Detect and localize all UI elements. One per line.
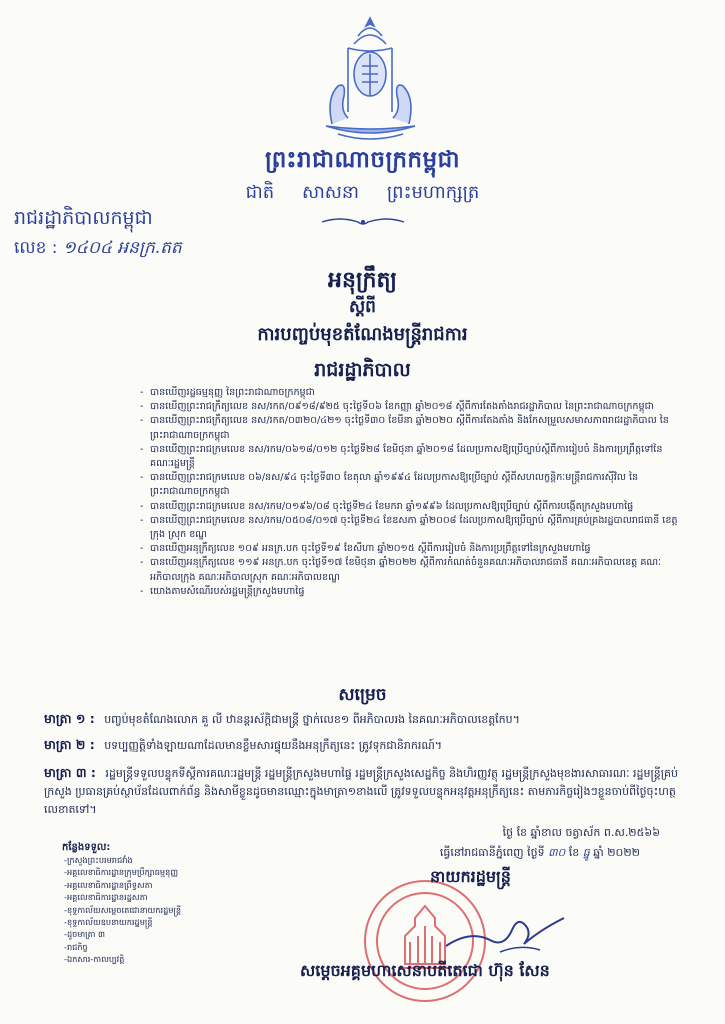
solar-year: ឆ្នាំ ២០២២ xyxy=(593,846,640,859)
motto-king: ព្រះមហាក្សត្រ xyxy=(386,182,480,203)
article-2 xyxy=(44,736,684,755)
reference-item: - បានឃើញរដ្ឋធម្មនុញ្ញ នៃព្រះរាជាណាចក្រកម្ពុជា xyxy=(140,386,680,400)
document-number xyxy=(14,237,182,262)
article-text: បទប្បញ្ញត្តិទាំងឡាយណាដែលមានខ្លឹមសារផ្ទុយនឹងអនុក្រឹត្យនេះ ត្រូវទុកជានិរាករណ៍។ xyxy=(104,739,442,752)
issuing-authority: រាជរដ្ឋាភិបាលកម្ពុជា xyxy=(14,207,153,229)
solar-month-label: ខែ xyxy=(568,846,580,859)
document-number-label: លេខ : xyxy=(14,238,58,258)
reference-item: - បានឃើញព្រះរាជក្រមលេខ នស/រកម/០៦១៨/០១២ ចុះថ្ងៃទី២៨ ខែមិថុនា ឆ្នាំ២០១៨ ដែលប្រកាសឱ្យប្រើច្បាប់ស្តីពីការរៀបចំ និងការប្រព្រឹត្តទៅនៃគណៈរដ្ឋមន្ត្រី xyxy=(140,443,680,471)
recipients-list xyxy=(64,854,181,966)
recipient-item: -ឯកសារ-កាលប្បវត្តិ xyxy=(64,954,125,965)
ornament-divider-icon xyxy=(318,214,408,230)
national-motto xyxy=(0,180,725,207)
document-number-value: ១៤០៤ អនក្រ.តត xyxy=(62,238,182,258)
recipient-item: -ដូចមាត្រា ៣ xyxy=(64,929,105,940)
recipient-item: -អគ្គលេខាធិការដ្ឋានរដ្ឋសភា xyxy=(64,892,148,903)
article-3 xyxy=(44,764,684,819)
solar-day: ៣០ xyxy=(548,846,566,859)
article-text: បញ្ចប់មុខតំណែងលោក គួ លី ឋានន្តរស័ក្តិជាមន្ត្រី ថ្នាក់លេខ១ ពីអភិបាលរង នៃគណៈអភិបាលខេត្តកែប។ xyxy=(104,713,520,726)
solar-month: ធ្នូ xyxy=(582,846,590,859)
solar-date xyxy=(300,846,640,862)
article-1 xyxy=(44,710,684,729)
recipient-item: -ខុទ្ទកាល័យឧបនាយករដ្ឋមន្ត្រី xyxy=(64,917,153,928)
signature-icon xyxy=(440,900,570,960)
article-label: មាត្រា ៣ : xyxy=(44,765,96,780)
solar-date-prefix: ធ្វើនៅរាជធានីភ្នំពេញ ថ្ងៃទី xyxy=(439,846,545,859)
recipient-item: -ខុទ្ទកាល័យសម្តេចតេជោនាយករដ្ឋមន្ត្រី xyxy=(64,904,182,915)
reference-item: - យោងតាមសំណើរបស់រដ្ឋមន្ត្រីក្រសួងមហាផ្ទៃ xyxy=(140,585,680,599)
document-type: អនុក្រឹត្យ xyxy=(328,268,397,293)
reference-item: - បានឃើញព្រះរាជក្រមលេខ នស/រកម/០៥០៨/០១៧ ចុះថ្ងៃទី២៤ ខែឧសភា ឆ្នាំ២០០៨ ដែលប្រកាសឱ្យប្រើច្បាប់ ស្តីពីការគ្រប់គ្រងរដ្ឋបាលរាជធានី ខេត្ត ក្រុង ស្រុក ខណ្ឌ xyxy=(140,514,680,542)
document-subject: ការបញ្ចប់មុខតំណែងមន្ត្រីរាជការ xyxy=(257,324,468,345)
motto-religion: សាសនា xyxy=(301,182,360,203)
kingdom-title: ព្រះរាជាណាចក្រកម្ពុជា xyxy=(264,147,461,173)
recipient-item: -ក្រសួងព្រះបរមរាជវាំង xyxy=(64,855,133,865)
article-label: មាត្រា ១ : xyxy=(44,711,95,726)
reference-item: - បានឃើញព្រះរាជក្រឹត្យលេខ នស/រកត/០៩១៨/៩២៥ ចុះថ្ងៃទី០៦ ខែកញ្ញា ឆ្នាំ២០១៨ ស្តីពីការតែងតាំងរាជរដ្ឋាភិបាល នៃព្រះរាជាណាចក្រកម្ពុជា xyxy=(140,400,680,414)
recipient-item: -អគ្គលេខាធិការដ្ឋានព្រឹទ្ធសភា xyxy=(64,879,153,890)
reference-item: - បានឃើញអនុក្រឹត្យលេខ ១១៩ អនក្រ.បក ចុះថ្ងៃទី១៧ ខែមិថុនា ឆ្នាំ២០២២ ស្តីពីការកំណត់ចំនួនគណៈអភិបាលរាជធានី គណៈអភិបាលខេត្ត គណៈអភិបាលក្រុង គណៈអភិបាលស្រុក គណៈអភិបាលខណ្ឌ xyxy=(140,556,680,584)
recipient-item: -រាជកិច្ច xyxy=(64,941,88,952)
legal-references-list xyxy=(140,386,680,599)
reference-item: - បានឃើញអនុក្រឹត្យលេខ ១០៩ អនក្រ.បក ចុះថ្ងៃទី១៩ ខែសីហា ឆ្នាំ២០១៥ ស្តីពីការរៀបចំ និងការប្រព្រឹត្តទៅនៃក្រសួងមហាផ្ទៃ xyxy=(140,542,680,556)
government-heading: រាជរដ្ឋាភិបាល xyxy=(314,359,411,381)
motto-nation: ជាតិ xyxy=(245,182,275,203)
reference-item: - បានឃើញព្រះរាជក្រមលេខ នស/រកម/០១៩៦/០៨ ចុះថ្ងៃទី២៤ ខែមករា ឆ្នាំ១៩៩៦ ដែលប្រកាសឱ្យប្រើច្បាប់ ស្តីពីការបង្កើតក្រសួងមហាផ្ទៃ xyxy=(140,500,680,514)
reference-item: - បានឃើញព្រះរាជក្រឹត្យលេខ នស/រកត/០៣២០/៤២១ ចុះថ្ងៃទី៣០ ខែមីនា ឆ្នាំ២០២០ ស្តីពីការតែងតាំង និងកែសម្រួលសមាសភាពរាជរដ្ឋាភិបាល នៃព្រះរាជាណាចក្រកម្ពុជា xyxy=(140,414,680,442)
article-text: រដ្ឋមន្ត្រីទទួលបន្ទុកទីស្តីការគណៈរដ្ឋមន្ត្រី រដ្ឋមន្ត្រីក្រសួងមហាផ្ទៃ រដ្ឋមន្ត្រីក្រសួងសេដ្ឋកិច្ច និងហិរញ្ញវត្ថុ រដ្ឋមន្ត្រីក្រសួងមុខងារសាធារណៈ រដ្ឋមន្ត្រីគ្រប់ក្រសួង ប្រធានគ្រប់ស្ថាប័នដែលពាក់ព័ន្ធ និងសាមីខ្លួនដូចមានឈ្មោះក្នុងមាត្រា១ខាងលើ ត្រូវទទួលបន្ទុកអនុវត្តអនុក្រឹត្យនេះ តាមភារកិច្ចរៀងៗខ្លួនចាប់ពីថ្ងៃចុះហត្ថលេខាតទៅ។ xyxy=(44,767,679,816)
about-label: ស្តីពី xyxy=(349,297,376,317)
prime-minister-title: នាយករដ្ឋមន្ត្រី xyxy=(430,867,511,886)
reference-item: - បានឃើញព្រះរាជក្រមលេខ ០៦/នស/៩៤ ចុះថ្ងៃទី៣០ ខែតុលា ឆ្នាំ១៩៩៤ ដែលប្រកាសឱ្យប្រើច្បាប់ ស្តីពីសហលក្ខន្តិកៈមន្ត្រីរាជការស៊ីវិល នៃព្រះរាជាណាចក្រកម្ពុជា xyxy=(140,471,680,499)
decision-heading: សម្រេច xyxy=(338,685,387,705)
recipients-title: កន្លែងទទួល: xyxy=(62,842,111,853)
article-label: មាត្រា ២ : xyxy=(44,737,95,752)
royal-coat-of-arms-icon xyxy=(318,14,423,142)
signatory-name: សម្តេចអគ្គមហាសេនាបតីតេជោ ហ៊ុន សែន xyxy=(300,961,550,980)
lunar-date: ថ្ងៃ ខែ ឆ្នាំខាល ចត្វាស័ក ព.ស.២៥៦៦ xyxy=(502,826,660,839)
recipient-item: -អគ្គលេខាធិការដ្ឋានក្រុមប្រឹក្សាធម្មនុញ្ញ xyxy=(64,867,179,878)
